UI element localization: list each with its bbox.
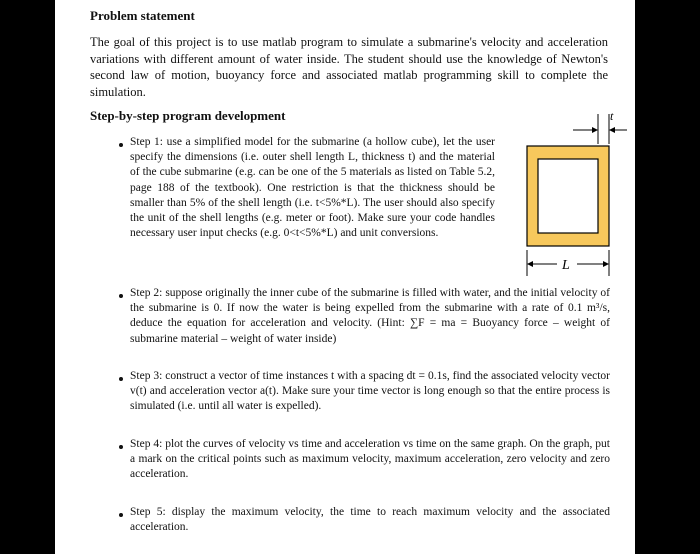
step-1-text: Step 1: use a simplified model for the submarine (a hollow cube), let the user specify the dimensions (i.e. outer shell length L, thickness t) and the material of the cube submarine (e.g. can be one of the 5 materials as listed on Table 5.2, page 188 of the textbook). One restriction is that the thickness should be smaller than 5% of the shell length (i.e. t<5%*L). The user should also specify the unit of the shell lengths (e.g. meter or foot). Make sure your code handles necessary user input checks (e.g. 0<t<5%*L) and unit conversions. [130, 136, 495, 240]
document-page [55, 0, 635, 554]
bullet-step-4 [119, 445, 123, 449]
hollow-cube-diagram [511, 108, 629, 288]
step-4-text: Step 4: plot the curves of velocity vs time and acceleration vs time on the same graph. On the graph, put a mark on the critical points such as maximum velocity, maximum acceleration, zero velocity and zero acceleration. [130, 438, 610, 481]
inner-hollow [538, 159, 598, 233]
thickness-arrowhead-right-icon [609, 127, 615, 133]
thickness-arrowhead-left-icon [592, 127, 598, 133]
thickness-label: t [610, 109, 614, 123]
bullet-step-3 [119, 377, 123, 381]
length-label: L [562, 258, 570, 273]
problem-statement-paragraph: The goal of this project is to use matlab program to simulate a submarine's velocity and acceleration variations with different amount of water inside. The student should use the knowledge of Newton's second law of motion, buoyancy force and associated matlab programming skill to complete the simulation. [90, 35, 608, 99]
step-2-text: Step 2: suppose originally the inner cube of the submarine is filled with water, and the initial velocity of the submarine is 0. If now the water is being expelled from the submarine with a rate of 0.1 m³/s, deduce the equation for acceleration and velocity. (Hint: ∑F = ma = Buoyancy force – weight of submarine material – weight of water inside) [130, 287, 610, 345]
bullet-step-2 [119, 294, 123, 298]
bullet-step-1 [119, 143, 123, 147]
step-3-text: Step 3: construct a vector of time instances t with a spacing dt = 0.1s, find the associated velocity vector v(t) and acceleration vector a(t). Make sure your time vector is long enough so that the entire process is simulated (i.e. until all water is expelled). [130, 370, 610, 413]
length-arrowhead-right-icon [603, 261, 609, 267]
problem-statement-heading: Problem statement [90, 8, 195, 23]
step-by-step-heading: Step-by-step program development [90, 108, 286, 123]
step-5-text: Step 5: display the maximum velocity, the time to reach maximum velocity and the associated acceleration. [130, 506, 610, 534]
bullet-step-5 [119, 513, 123, 517]
hollow-cube-figure [511, 108, 629, 288]
length-arrowhead-left-icon [527, 261, 533, 267]
